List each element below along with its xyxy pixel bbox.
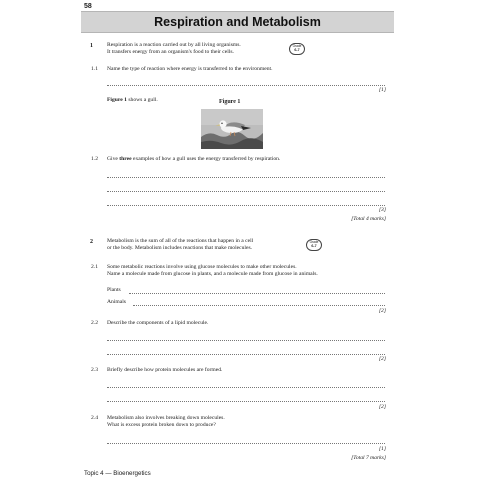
question-2-1-number: 2.1 (91, 264, 98, 270)
answer-line[interactable] (107, 85, 385, 86)
figure-1-label: Figure 1 (219, 99, 241, 105)
question-1-intro-line-1: Respiration is a reaction carried out by all living organisms. (107, 42, 241, 48)
total-q1: [Total 4 marks] (351, 216, 386, 222)
question-2-1-line-1: Some metabolic reactions involve using glucose molecules to make other molecules. (107, 264, 297, 270)
grade-label: Grade (309, 240, 319, 244)
figure-1-intro-rest: shows a gull. (126, 97, 158, 103)
answer-line[interactable] (107, 340, 385, 341)
question-2-number: 2 (90, 239, 93, 245)
answer-line[interactable] (107, 205, 385, 206)
answer-line[interactable] (107, 177, 385, 178)
question-1-2-text-bold: three (119, 156, 132, 162)
page-number: 58 (84, 3, 92, 10)
question-1-1-text: Name the type of reaction where energy is transferred to the environment. (107, 66, 273, 72)
question-1-1-number: 1.1 (91, 66, 98, 72)
marks-2-2: [2] (378, 356, 386, 362)
question-2-2-number: 2.2 (91, 320, 98, 326)
page-title: Respiration and Metabolism (154, 15, 321, 29)
question-2-1-line-2: Name a molecule made from glucose in plants, and a molecule made from glucose in animals. (107, 271, 318, 277)
answer-line[interactable] (107, 354, 385, 355)
question-2-3-number: 2.3 (91, 367, 98, 373)
answer-line[interactable] (107, 387, 385, 388)
grade-range: 6-7 (311, 244, 317, 248)
figure-1-intro-bold: Figure 1 (107, 97, 127, 103)
answer-line[interactable] (107, 401, 385, 402)
question-1-number: 1 (90, 43, 93, 49)
marks-2-4: [1] (378, 446, 386, 452)
gull-image (201, 109, 263, 149)
question-2-4-number: 2.4 (91, 415, 98, 421)
answer-line[interactable] (107, 443, 385, 444)
title-bar (81, 11, 394, 33)
grade-label: Grade (292, 44, 302, 48)
question-2-4-line-2: What is excess protein broken down to produce? (107, 422, 216, 428)
answer-line[interactable] (107, 191, 385, 192)
question-1-2-text (107, 156, 280, 163)
question-2-4-line-1: Metabolism also involves breaking down molecules. (107, 415, 225, 421)
total-q2: [Total 7 marks] (351, 455, 386, 461)
marks-2-1: [2] (378, 308, 386, 314)
question-2-intro-line-1: Metabolism is the sum of all of the reactions that happen in a cell (107, 238, 254, 244)
question-1-2-text-before: Give (107, 156, 120, 162)
plants-label: Plants (107, 287, 121, 293)
gull-photo (201, 109, 263, 149)
question-1-2-number: 1.2 (91, 156, 98, 162)
marks-1-2: [3] (378, 207, 386, 213)
grade-badge-q2 (306, 239, 322, 251)
animals-label: Animals (107, 299, 126, 305)
figure-1-intro (107, 97, 158, 104)
page-footer: Topic 4 — Bioenergetics (84, 470, 151, 477)
question-2-2-text: Describe the components of a lipid molecule. (107, 320, 209, 326)
question-1-intro-line-2: It transfers energy from an organism's food to their cells. (107, 49, 234, 55)
grade-range: 6-7 (294, 48, 300, 52)
question-2-3-text: Briefly describe how protein molecules are formed. (107, 367, 223, 373)
question-1-2-text-after: examples of how a gull uses the energy transferred by respiration. (131, 156, 281, 162)
marks-2-3: [2] (378, 404, 386, 410)
plants-answer-line[interactable] (129, 293, 385, 294)
question-2-intro-line-2: or the body. Metabolism includes reactions that make molecules. (107, 245, 253, 251)
grade-badge-q1 (289, 43, 305, 55)
marks-1-1: [1] (378, 87, 386, 93)
animals-answer-line[interactable] (133, 305, 385, 306)
